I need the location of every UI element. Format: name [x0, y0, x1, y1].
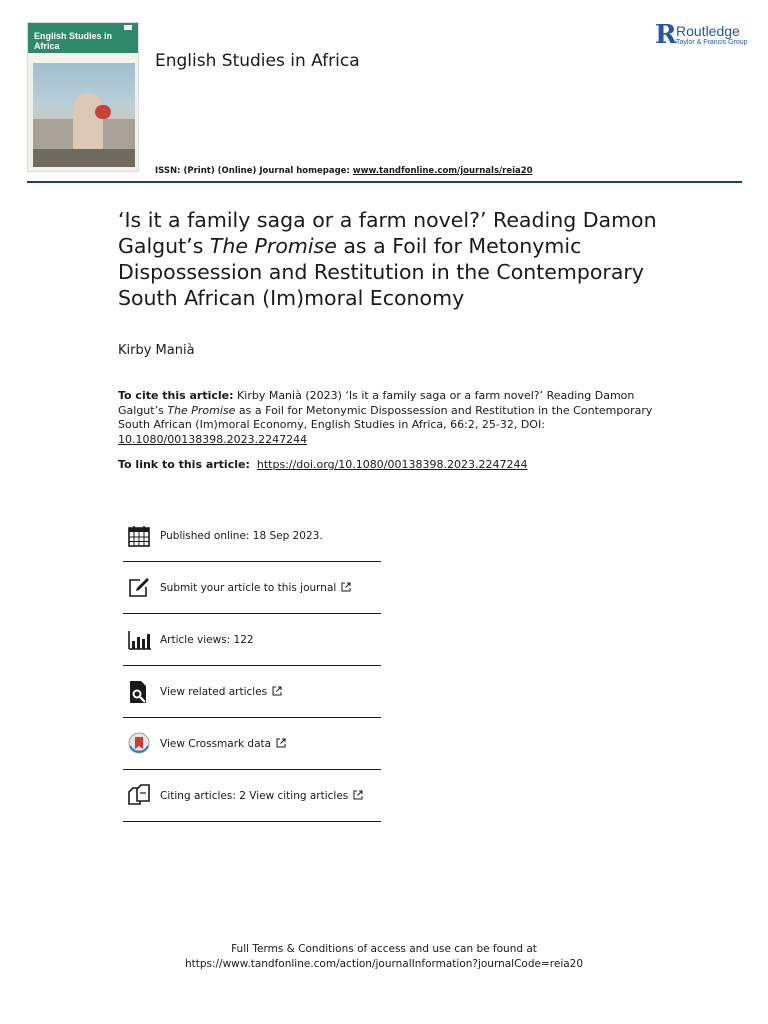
external-link-icon	[272, 686, 282, 696]
article-info-list	[123, 510, 381, 822]
published-online-text: Published online: 18 Sep 2023.	[160, 529, 323, 542]
crossmark-icon	[127, 732, 151, 756]
cover-photo-flowers	[95, 105, 111, 119]
submit-article-text: Submit your article to this journal	[160, 581, 337, 594]
citation-text-italic: The Promise	[167, 403, 236, 417]
external-link-icon	[353, 790, 363, 800]
citation-block	[118, 389, 658, 447]
issn-line	[155, 166, 533, 176]
citation-doi-link[interactable]: 10.1080/00138398.2023.2247244	[118, 432, 308, 446]
article-title-part2: as a Foil for Metonymic Dispossession and Restitution in the Contemporary South African (Im)moral Economy	[118, 234, 644, 310]
document-search-icon	[127, 680, 151, 704]
terms-footer	[0, 942, 768, 972]
cover-title-band	[28, 23, 138, 53]
article-link-line	[118, 458, 527, 471]
journal-name: English Studies in Africa	[155, 51, 360, 71]
routledge-r-icon: R	[655, 20, 677, 50]
citing-articles-link[interactable]	[160, 790, 363, 802]
publisher-subtitle: Taylor & Francis Group	[676, 39, 748, 46]
article-link-label: To link to this article:	[118, 458, 250, 471]
crossmark-item[interactable]	[123, 718, 381, 770]
article-title-italic: The Promise	[209, 234, 337, 258]
publisher-logo[interactable]	[655, 22, 750, 52]
journal-homepage-link[interactable]: www.tandfonline.com/journals/reia20	[352, 166, 533, 176]
citation-text-part2: as a Foil for Metonymic Dispossession and Restitution in the Contemporary South African (Im)moral Economy, English Studies in Africa, 66:2, 25-32, DOI:	[118, 403, 653, 431]
crossmark-text: View Crossmark data	[160, 737, 272, 750]
issn-text: ISSN: (Print) (Online) Journal homepage:	[155, 166, 353, 176]
citing-articles-text: Citing articles: 2 View citing articles	[160, 789, 349, 802]
edit-icon	[127, 576, 151, 600]
citing-icon	[127, 784, 151, 808]
terms-footer-line1: Full Terms & Conditions of access and use can be found at	[231, 943, 537, 955]
submit-article-item[interactable]	[123, 562, 381, 614]
journal-cover-image	[27, 22, 139, 172]
terms-footer-url[interactable]: https://www.tandfonline.com/action/journalInformation?journalCode=reia20	[184, 958, 584, 970]
article-doi-url[interactable]: https://doi.org/10.1080/00138398.2023.2247244	[256, 458, 528, 471]
external-link-icon	[276, 738, 286, 748]
citation-text-part1: Kirby Manià (2023) ‘Is it a family saga or a farm novel?’ Reading Damon Galgut’s	[118, 389, 635, 417]
article-title-part1: ‘Is it a family saga or a farm novel?’ Reading Damon Galgut’s	[118, 208, 657, 258]
article-title	[118, 207, 678, 311]
cover-title: English Studies in Africa	[34, 31, 113, 51]
citing-articles-item[interactable]	[123, 770, 381, 822]
submit-article-link[interactable]	[160, 582, 351, 594]
external-link-icon	[341, 582, 351, 592]
calendar-icon	[127, 524, 151, 548]
article-views-text: Article views: 122	[160, 633, 254, 646]
related-articles-item[interactable]	[123, 666, 381, 718]
related-articles-link[interactable]	[160, 686, 282, 698]
article-author: Kirby Manià	[118, 343, 195, 358]
cover-photo-ground	[33, 149, 135, 167]
publisher-name: Routledge	[676, 23, 740, 39]
related-articles-text: View related articles	[160, 685, 268, 698]
cover-photo-child	[73, 93, 103, 155]
cover-issue-mark	[124, 25, 132, 30]
header-divider	[27, 181, 742, 183]
article-views-item	[123, 614, 381, 666]
cover-photo	[33, 63, 135, 167]
bar-chart-icon	[127, 628, 151, 652]
citation-label: To cite this article:	[118, 389, 234, 402]
crossmark-link[interactable]	[160, 738, 286, 750]
published-online-item	[123, 510, 381, 562]
